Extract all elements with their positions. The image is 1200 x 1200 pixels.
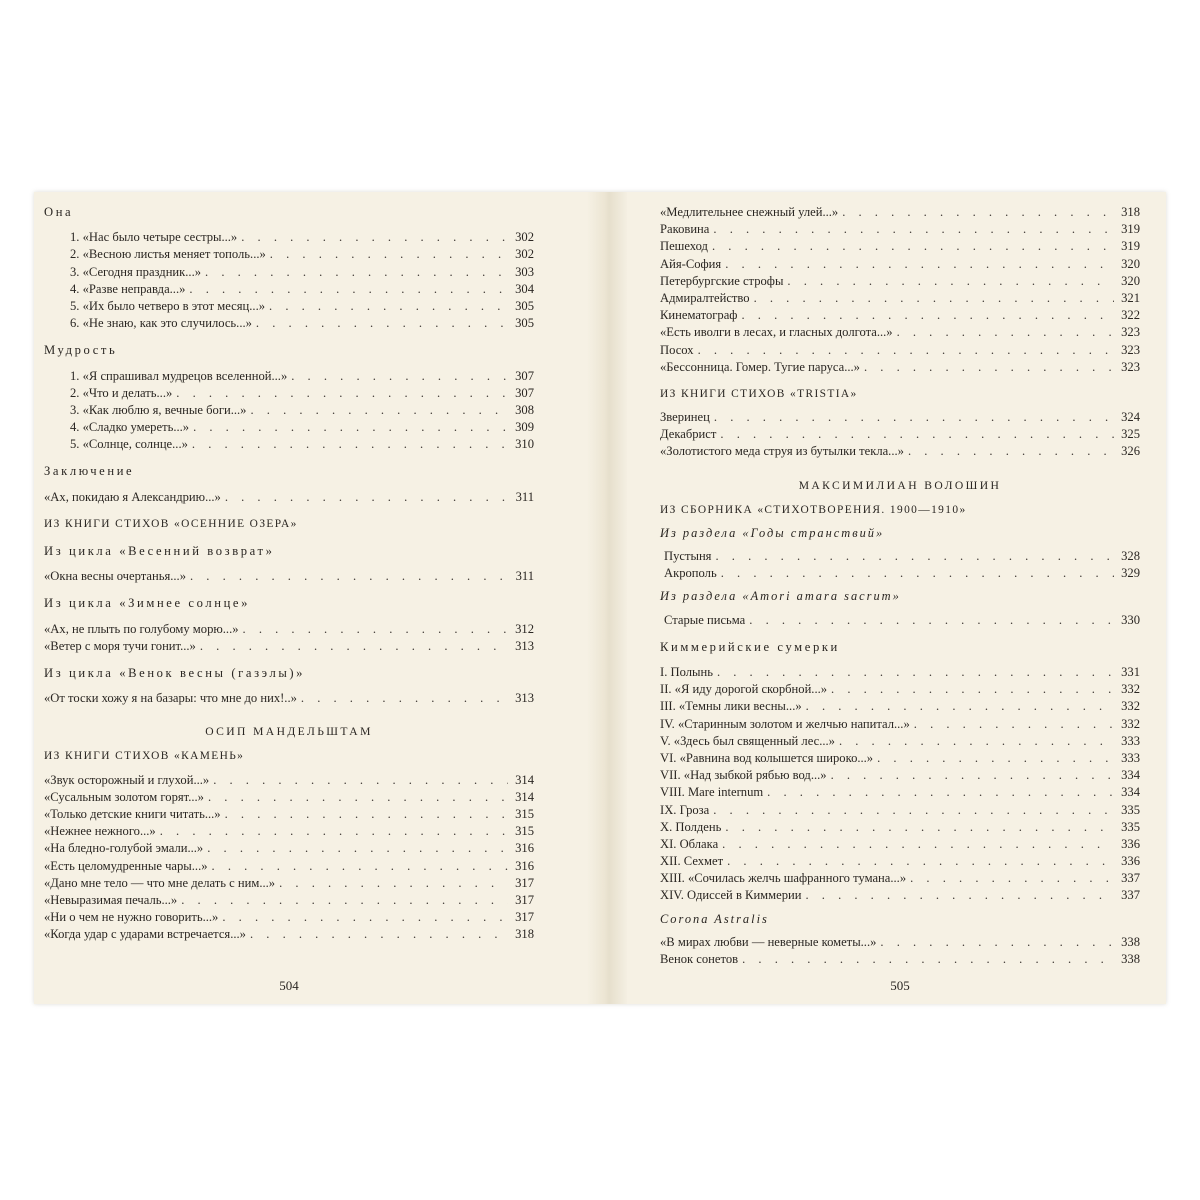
dot-leader: [787, 273, 1114, 290]
toc-entry-page: 313: [515, 691, 534, 706]
dot-leader: [250, 402, 508, 419]
dot-leader: [877, 750, 1114, 767]
section-heading: Из цикла «Весенний возврат»: [44, 544, 275, 559]
toc-entry-title: Петербургские строфы: [660, 273, 784, 288]
dot-leader: [742, 951, 1114, 968]
toc-entry: [44, 264, 534, 281]
dot-leader: [839, 733, 1114, 750]
dot-leader: [805, 887, 1114, 904]
dot-leader: [225, 489, 508, 506]
toc-entry-title: II. «Я иду дорогой скорбной...»: [660, 682, 828, 697]
toc-entry-title: 2. «Весною листья меняет тополь...»: [70, 247, 266, 262]
toc-entry: [660, 733, 1140, 750]
dot-leader: [212, 858, 508, 875]
dot-leader: [200, 638, 508, 655]
dot-leader: [241, 229, 508, 246]
dot-leader: [831, 681, 1114, 698]
toc-entry-title: «Бессонница. Гомер. Тугие паруса...»: [660, 359, 860, 374]
toc-entry-title: Зверинец: [660, 410, 710, 425]
toc-entry-page: 317: [515, 892, 534, 907]
toc-entry: [660, 750, 1140, 767]
toc-entry-page: 315: [515, 807, 534, 821]
toc-entry-title: «Ах, покидаю я Александрию...»: [44, 489, 221, 504]
dot-leader: [864, 359, 1114, 376]
toc-entry-title: 4. «Разве неправда...»: [70, 281, 186, 296]
toc-entry: [44, 281, 534, 298]
dot-leader: [192, 436, 508, 453]
toc-entry-page: 314: [515, 789, 534, 804]
toc-entry-page: 302: [515, 247, 534, 262]
toc-entry-title: Адмиралтейство: [660, 290, 750, 305]
toc-entry-page: 316: [515, 858, 534, 873]
dot-leader: [269, 298, 508, 315]
toc-entry: [660, 716, 1140, 733]
toc-entry: [660, 221, 1140, 238]
book-heading: ИЗ КНИГИ СТИХОВ «КАМЕНЬ»: [44, 750, 245, 763]
toc-entry: [660, 565, 1140, 582]
dot-leader: [270, 246, 508, 263]
toc-entry: [44, 909, 534, 926]
toc-entry-title: X. Полдень: [660, 819, 722, 834]
toc-entry-page: 310: [515, 437, 534, 452]
dot-leader: [749, 612, 1114, 629]
toc-entry-title: «Окна весны очертанья...»: [44, 569, 186, 584]
toc-entry-title: «На бледно-голубой эмали...»: [44, 841, 204, 856]
toc-entry-page: 322: [1121, 308, 1140, 323]
toc-entry: [660, 802, 1140, 819]
toc-entry-page: 305: [515, 316, 534, 331]
toc-entry-title: «От тоски хожу я на базары: что мне до них!..»: [44, 691, 297, 706]
toc-entry-page: 336: [1121, 836, 1140, 851]
dot-leader: [222, 909, 508, 926]
toc-entry-page: 326: [1121, 444, 1140, 459]
toc-entry-title: XIII. «Сочилась желчь шафранного тумана...»: [660, 871, 907, 886]
toc-entry: [660, 342, 1140, 359]
toc-entry-page: 323: [1121, 342, 1140, 357]
toc-entry-page: 316: [515, 841, 534, 856]
toc-entry: [660, 681, 1140, 698]
toc-entry-title: «Когда удар с ударами встречается...»: [44, 927, 246, 942]
book-heading: ИЗ КНИГИ СТИХОВ «TRISTIA»: [660, 387, 858, 400]
toc-entry-title: Кинематограф: [660, 308, 738, 323]
toc-entry-title: Пустыня: [664, 549, 712, 564]
toc-entry-page: 333: [1121, 733, 1140, 748]
book-heading: ИЗ КНИГИ СТИХОВ «ОСЕННИЕ ОЗЕРА»: [44, 517, 298, 530]
toc-entry: [660, 819, 1140, 836]
toc-entry-page: 338: [1121, 934, 1140, 949]
dot-leader: [715, 548, 1114, 565]
dot-leader: [698, 342, 1114, 359]
subsection-heading: Из раздела «Amori amara sacrum»: [660, 589, 901, 604]
section-heading: Из цикла «Венок весны (газэлы)»: [44, 666, 306, 681]
toc-entry: [44, 772, 534, 789]
toc-entry: [44, 402, 534, 419]
toc-entry-title: XIV. Одиссей в Киммерии: [660, 888, 802, 903]
toc-entry: [660, 548, 1140, 565]
toc-entry-title: Декабрист: [660, 427, 717, 442]
toc-entry-title: XII. Сехмет: [660, 854, 724, 869]
toc-entry-title: «Только детские книги читать...»: [44, 807, 221, 821]
toc-entry-page: 329: [1121, 566, 1140, 581]
dot-leader: [190, 568, 508, 585]
dot-leader: [176, 385, 508, 402]
toc-entry: [660, 612, 1140, 629]
toc-entry-page: 332: [1121, 716, 1140, 731]
dot-leader: [714, 409, 1114, 426]
toc-entry: [44, 246, 534, 263]
dot-leader: [205, 264, 508, 281]
toc-entry: [44, 875, 534, 892]
toc-entry-title: V. «Здесь был священный лес...»: [660, 733, 835, 748]
toc-entry: [660, 409, 1140, 426]
toc-entry: [660, 887, 1140, 904]
toc-entry-page: 318: [1121, 205, 1140, 219]
toc-entry: [660, 698, 1140, 715]
toc-entry-title: «Ах, не плыть по голубому морю...»: [44, 621, 239, 636]
dot-leader: [831, 767, 1114, 784]
dot-leader: [291, 368, 508, 385]
toc-entry-page: 304: [515, 281, 534, 296]
toc-entry: [660, 307, 1140, 324]
toc-entry-page: 313: [515, 638, 534, 653]
toc-entry-page: 338: [1121, 952, 1140, 967]
toc-entry: [44, 229, 534, 246]
toc-entry-page: 305: [515, 298, 534, 313]
dot-leader: [160, 823, 508, 840]
toc-entry-title: 5. «Солнце, солнце...»: [70, 437, 188, 452]
toc-entry-page: 303: [515, 264, 534, 279]
toc-entry-page: 311: [515, 489, 534, 504]
toc-entry-page: 335: [1121, 802, 1140, 817]
toc-entry-title: Венок сонетов: [660, 952, 739, 967]
toc-entry-title: IV. «Старинным золотом и желчью напитал...»: [660, 716, 910, 731]
toc-entry: [660, 784, 1140, 801]
toc-entry: [660, 290, 1140, 307]
toc-entry: [44, 315, 534, 332]
toc-entry-page: 311: [515, 569, 534, 584]
toc-entry-title: Раковина: [660, 222, 710, 237]
book-gutter: [587, 192, 627, 1004]
dot-leader: [842, 204, 1114, 221]
dot-leader: [213, 772, 508, 789]
toc-entry: [44, 892, 534, 909]
book-spread: [34, 192, 1166, 1004]
toc-entry: [660, 853, 1140, 870]
toc-entry-title: 1. «Нас было четыре сестры...»: [70, 230, 238, 245]
toc-entry-page: 308: [515, 402, 534, 417]
toc-entry: [44, 621, 534, 638]
toc-entry-title: IX. Гроза: [660, 802, 710, 817]
toc-entry-page: 323: [1121, 325, 1140, 340]
toc-entry: [44, 789, 534, 806]
toc-entry-page: 325: [1121, 427, 1140, 442]
author-heading: МАКСИМИЛИАН ВОЛОШИН: [798, 478, 1002, 492]
toc-entry-page: 332: [1121, 699, 1140, 714]
toc-entry-title: «Медлительнее снежный улей...»: [660, 205, 839, 219]
toc-entry-page: 314: [515, 772, 534, 787]
author-heading: ОСИП МАНДЕЛЬШТАМ: [205, 725, 373, 739]
toc-entry-title: 1. «Я спрашивал мудрецов вселенной...»: [70, 368, 288, 383]
left-page: [44, 192, 534, 1004]
section-heading: Киммерийские сумерки: [660, 639, 840, 654]
toc-entry: [660, 426, 1140, 443]
toc-entry: [660, 238, 1140, 255]
toc-entry-title: VII. «Над зыбкой рябью вод...»: [660, 768, 827, 783]
toc-entry-page: 330: [1121, 612, 1140, 627]
dot-leader: [208, 789, 508, 806]
toc-entry-title: «Ветер с моря тучи гонит...»: [44, 638, 196, 653]
dot-leader: [301, 690, 508, 707]
toc-entry: [44, 806, 534, 823]
toc-entry: [660, 359, 1140, 376]
toc-entry-page: 323: [1121, 359, 1140, 374]
dot-leader: [181, 892, 508, 909]
dot-leader: [193, 419, 508, 436]
toc-entry: [44, 858, 534, 875]
toc-entry-page: 332: [1121, 682, 1140, 697]
toc-entry: [660, 951, 1140, 968]
toc-entry-title: «Сусальным золотом горят...»: [44, 789, 204, 804]
dot-leader: [880, 934, 1114, 951]
toc-entry: [660, 767, 1140, 784]
toc-entry-title: Посох: [660, 342, 694, 357]
toc-entry-title: «Золотистого меда струя из бутылки текла...»: [660, 444, 904, 459]
toc-entry: [660, 324, 1140, 341]
dot-leader: [279, 875, 508, 892]
dot-leader: [713, 221, 1114, 238]
toc-entry-title: Айя-София: [660, 256, 722, 271]
toc-entry-page: 302: [515, 230, 534, 245]
toc-entry: [44, 385, 534, 402]
toc-entry: [660, 934, 1140, 951]
toc-entry: [44, 823, 534, 840]
dot-leader: [717, 664, 1114, 681]
dot-leader: [256, 315, 508, 332]
section-heading: Она: [44, 205, 74, 219]
toc-entry-page: 337: [1121, 888, 1140, 903]
toc-entry-title: Пешеход: [660, 239, 708, 254]
toc-entry: [660, 204, 1140, 221]
toc-entry-page: 319: [1121, 239, 1140, 254]
left-page-contents: [44, 204, 534, 944]
toc-entry-title: Старые письма: [664, 612, 746, 627]
toc-entry-page: 324: [1121, 410, 1140, 425]
toc-entry: [660, 664, 1140, 681]
toc-entry: [44, 298, 534, 315]
toc-entry-page: 317: [515, 910, 534, 925]
toc-entry-title: 4. «Сладко умереть...»: [70, 420, 190, 435]
dot-leader: [754, 290, 1114, 307]
dot-leader: [727, 853, 1114, 870]
toc-entry-title: VIII. Mare internum: [660, 785, 764, 800]
dot-leader: [725, 256, 1114, 273]
toc-entry-title: 3. «Сегодня праздник...»: [70, 264, 202, 279]
toc-entry-title: 3. «Как люблю я, вечные боги...»: [70, 402, 247, 417]
toc-entry: [44, 568, 534, 585]
right-page-number: 505: [890, 978, 910, 993]
toc-entry-title: 5. «Их было четверо в этот месяц...»: [70, 298, 266, 313]
toc-entry-page: 335: [1121, 819, 1140, 834]
toc-entry-page: 328: [1121, 549, 1140, 564]
toc-entry-title: I. Полынь: [660, 665, 713, 680]
toc-entry-page: 312: [515, 621, 534, 636]
dot-leader: [741, 307, 1114, 324]
right-page: [660, 192, 1140, 1004]
toc-entry-title: XI. Облака: [660, 836, 719, 851]
dot-leader: [225, 806, 508, 823]
toc-entry-title: «Невыразимая печаль...»: [44, 892, 178, 907]
toc-entry-page: 307: [515, 385, 534, 400]
toc-entry-page: 334: [1121, 785, 1140, 800]
toc-entry: [44, 436, 534, 453]
toc-entry-title: «Нежнее нежного...»: [44, 824, 156, 839]
dot-leader: [897, 324, 1114, 341]
toc-entry: [44, 368, 534, 385]
toc-entry: [660, 273, 1140, 290]
toc-entry-page: 315: [515, 824, 534, 839]
right-page-contents: [660, 204, 1140, 968]
dot-leader: [713, 802, 1114, 819]
toc-entry: [44, 840, 534, 857]
toc-entry: [660, 836, 1140, 853]
toc-entry-page: 309: [515, 420, 534, 435]
toc-entry-page: 319: [1121, 222, 1140, 237]
toc-entry-title: 2. «Что и делать...»: [70, 385, 173, 400]
left-page-number: 504: [279, 978, 299, 993]
toc-entry-title: «Есть целомудренные чары...»: [44, 858, 208, 873]
dot-leader: [725, 819, 1114, 836]
dot-leader: [914, 716, 1114, 733]
toc-entry-page: 321: [1121, 290, 1140, 305]
dot-leader: [189, 281, 508, 298]
dot-leader: [806, 698, 1114, 715]
toc-entry: [44, 690, 534, 707]
section-heading: Из цикла «Зимнее солнце»: [44, 596, 250, 611]
toc-entry-title: «Дано мне тело — что мне делать с ним...»: [44, 875, 276, 890]
toc-entry: [44, 638, 534, 655]
toc-entry-page: 331: [1121, 665, 1140, 680]
subsection-heading: Из раздела «Годы странствий»: [660, 525, 885, 540]
dot-leader: [712, 238, 1114, 255]
section-heading: Мудрость: [44, 343, 118, 358]
toc-entry: [660, 870, 1140, 887]
toc-entry: [660, 256, 1140, 273]
toc-entry-title: «Ни о чем не нужно говорить...»: [44, 910, 219, 925]
toc-entry: [44, 926, 534, 943]
toc-entry-title: «В мирах любви — неверные кометы...»: [660, 934, 877, 949]
toc-entry-page: 320: [1121, 256, 1140, 271]
toc-entry-page: 318: [515, 927, 534, 942]
dot-leader: [908, 443, 1114, 460]
dot-leader: [207, 840, 508, 857]
dot-leader: [910, 870, 1114, 887]
toc-entry-title: III. «Темны лики весны...»: [660, 699, 802, 714]
dot-leader: [720, 426, 1114, 443]
toc-entry-title: «Звук осторожный и глухой...»: [44, 772, 210, 787]
dot-leader: [250, 926, 508, 943]
toc-entry-title: 6. «Не знаю, как это случилось...»: [70, 316, 252, 331]
toc-entry: [44, 489, 534, 506]
toc-entry-page: 333: [1121, 750, 1140, 765]
section-heading: Заключение: [44, 464, 135, 479]
toc-entry: [660, 443, 1140, 460]
toc-entry-page: 320: [1121, 273, 1140, 288]
book-heading: ИЗ СБОРНИКА «СТИХОТВОРЕНИЯ. 1900—1910»: [660, 503, 967, 516]
dot-leader: [243, 621, 508, 638]
toc-entry-title: VI. «Равнина вод колышется широко...»: [660, 750, 874, 765]
toc-entry-page: 307: [515, 368, 534, 383]
toc-entry-page: 337: [1121, 871, 1140, 886]
toc-entry-page: 334: [1121, 768, 1140, 783]
toc-entry: [44, 419, 534, 436]
dot-leader: [722, 836, 1114, 853]
toc-entry-title: «Есть иволги в лесах, и гласных долгота...»: [660, 325, 893, 340]
toc-entry-title: Акрополь: [664, 566, 717, 581]
toc-entry-page: 317: [515, 875, 534, 890]
toc-entry-page: 336: [1121, 854, 1140, 869]
dot-leader: [721, 565, 1114, 582]
subsection-heading: Corona Astralis: [660, 911, 769, 926]
dot-leader: [767, 784, 1114, 801]
